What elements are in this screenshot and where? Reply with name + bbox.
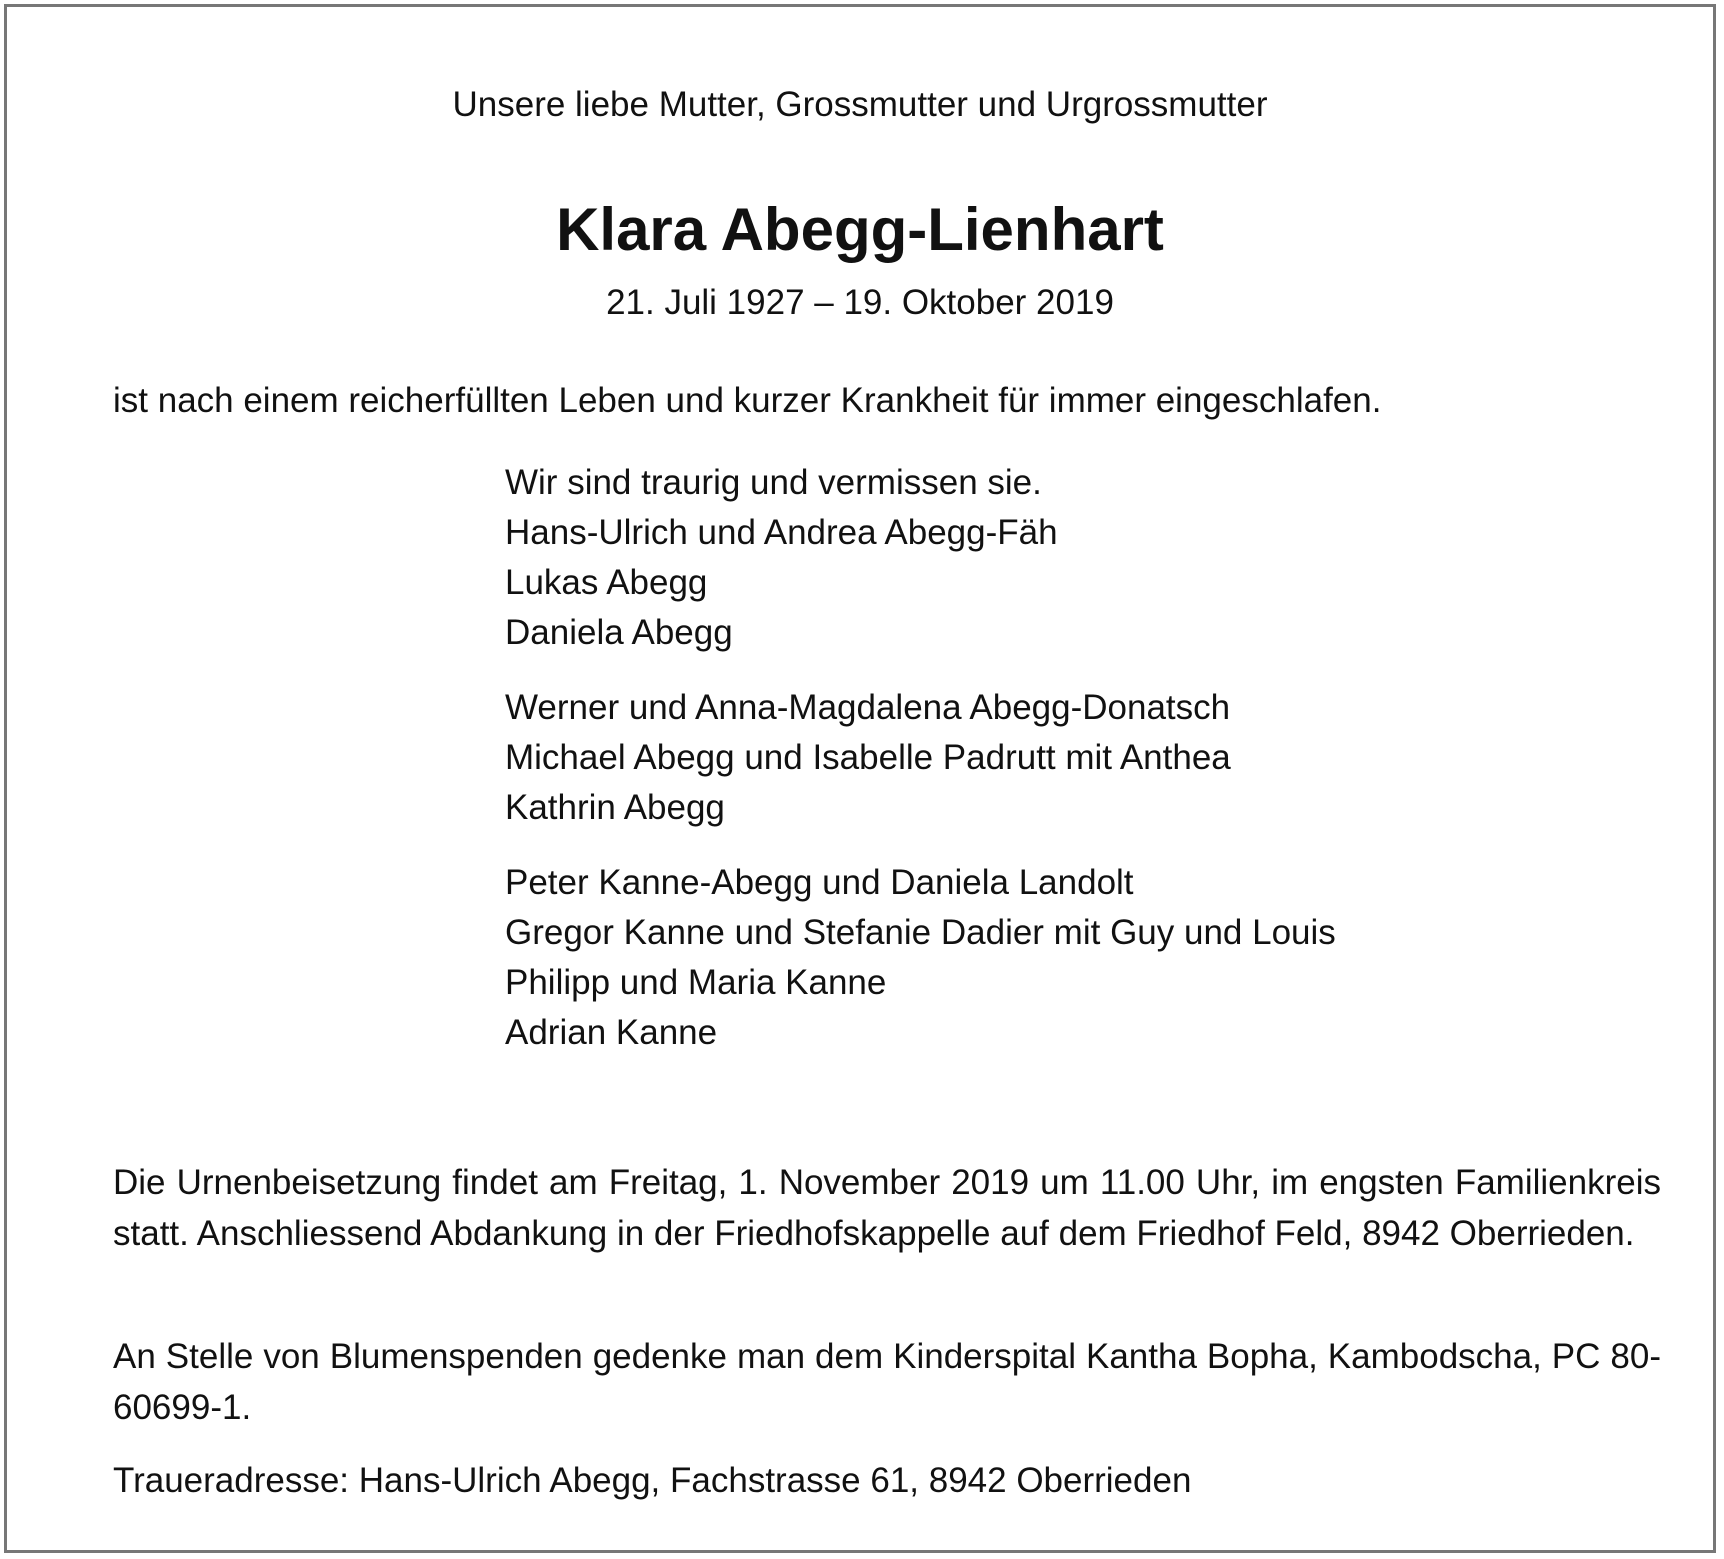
family-member: Adrian Kanne <box>505 1013 718 1052</box>
ceremony-info: Die Urnenbeisetzung findet am Freitag, 1. November 2019 um 11.00 Uhr, im engsten Familienkreis statt. Anschliessend Abdankung in der Friedhofskappelle auf dem Friedhof Feld, 8942 Oberrieden. <box>113 1163 1661 1253</box>
family-member: Peter Kanne-Abegg und Daniela Landolt <box>505 863 1134 902</box>
life-dates: 21. Juli 1927 – 19. Oktober 2019 <box>606 283 1114 322</box>
family-member: Hans-Ulrich und Andrea Abegg-Fäh <box>505 513 1058 552</box>
family-group <box>505 858 1336 1058</box>
donation-info: An Stelle von Blumenspenden gedenke man dem Kinderspital Kantha Bopha, Kambodscha, PC 80-60699-1. <box>113 1337 1661 1427</box>
family-member: Philipp und Maria Kanne <box>505 963 887 1002</box>
intro-line: Unsere liebe Mutter, Grossmutter und Urgrossmutter <box>452 85 1268 124</box>
mourners-block <box>505 458 1336 1083</box>
mourning-statement: Wir sind traurig und vermissen sie. <box>505 463 1042 502</box>
family-member: Gregor Kanne und Stefanie Dadier mit Guy und Louis <box>505 913 1336 952</box>
deceased-name: Klara Abegg-Lienhart <box>556 196 1164 263</box>
notice-frame <box>4 4 1716 1553</box>
family-member: Michael Abegg und Isabelle Padrutt mit Anthea <box>505 738 1231 777</box>
passing-statement: ist nach einem reicherfüllten Leben und kurzer Krankheit für immer eingeschlafen. <box>113 381 1382 420</box>
family-group <box>505 508 1336 658</box>
family-group <box>505 683 1336 833</box>
mourning-address: Traueradresse: Hans-Ulrich Abegg, Fachstrasse 61, 8942 Oberrieden <box>113 1461 1192 1500</box>
family-member: Lukas Abegg <box>505 563 708 602</box>
family-member: Daniela Abegg <box>505 613 733 652</box>
family-member: Kathrin Abegg <box>505 788 725 827</box>
family-member: Werner und Anna-Magdalena Abegg-Donatsch <box>505 688 1231 727</box>
